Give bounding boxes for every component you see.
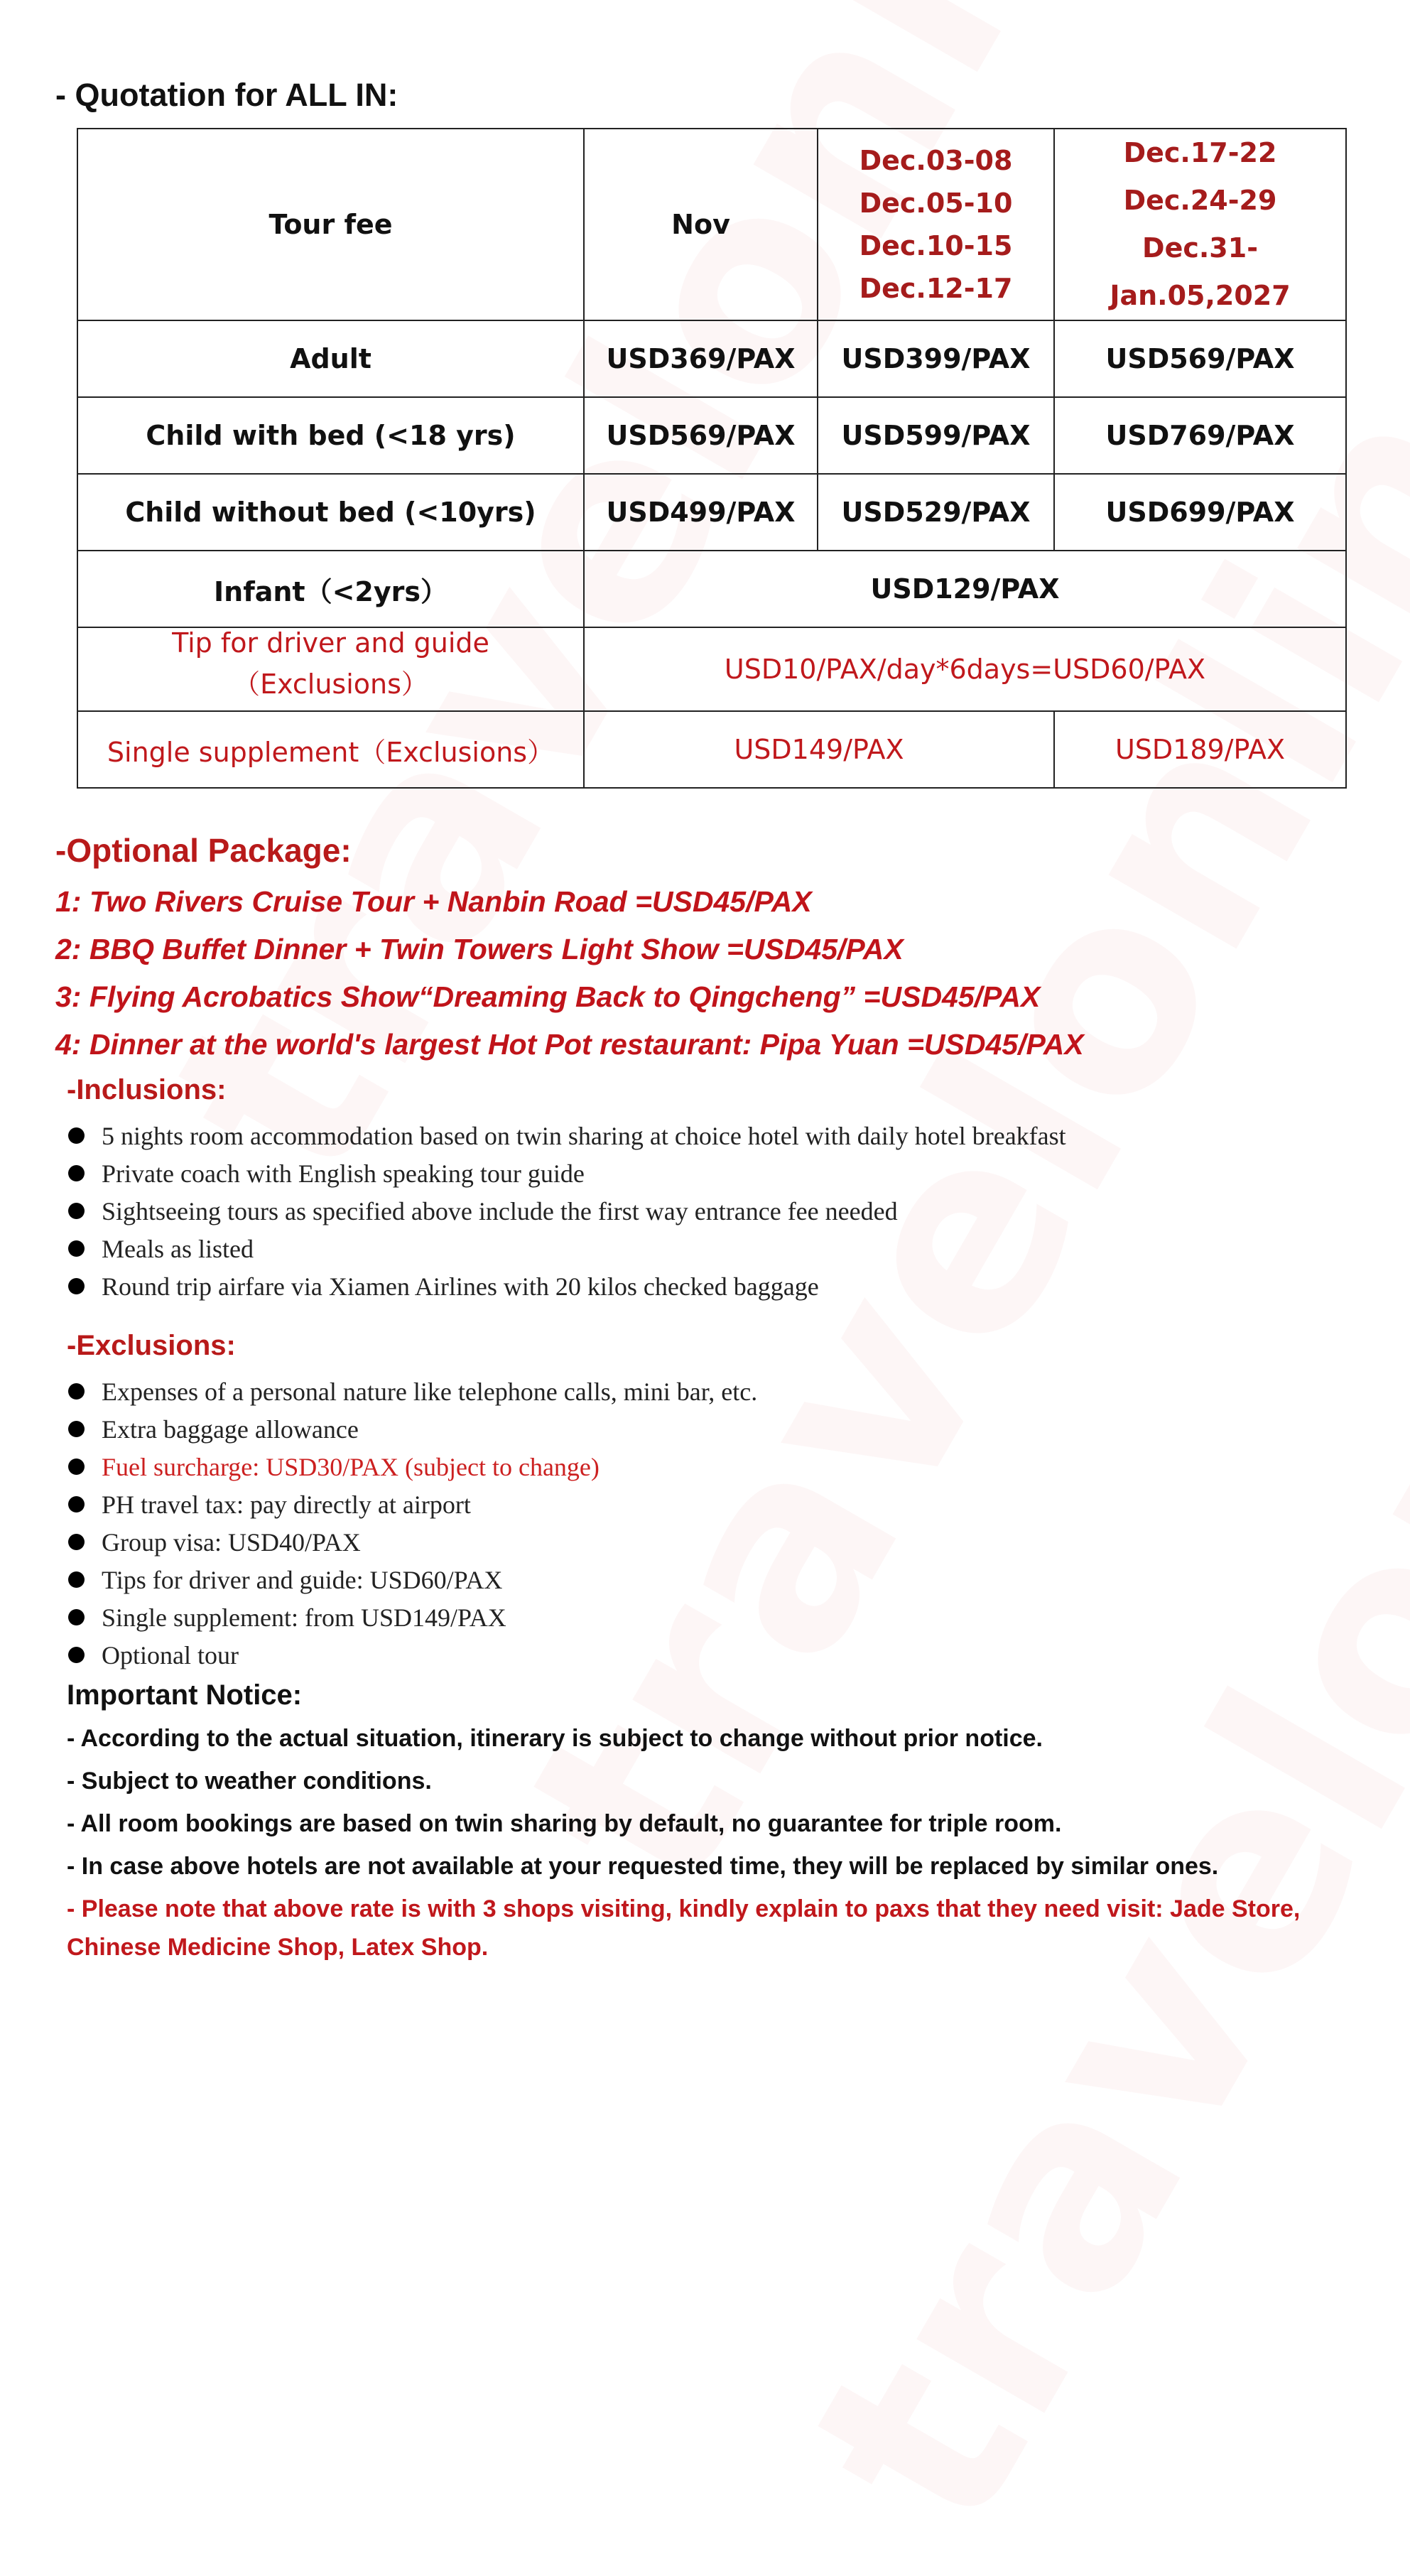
list-item-text: Optional tour xyxy=(102,1640,239,1669)
list-item: 4: Dinner at the world's largest Hot Pot restaurant: Pipa Yuan =USD45/PAX xyxy=(55,1028,1084,1061)
price-cell: USD149/PAX xyxy=(584,711,1054,788)
table-row xyxy=(77,397,1346,474)
price-cell: USD129/PAX xyxy=(584,551,1346,627)
list-item xyxy=(67,1267,1066,1305)
bullet-icon xyxy=(68,1571,85,1588)
quotation-title: - Quotation for ALL IN: xyxy=(55,77,398,113)
inclusions-title: -Inclusions: xyxy=(67,1074,227,1105)
list-item: - All room bookings are based on twin sharing by default, no guarantee for triple room. xyxy=(67,1810,1062,1837)
bullet-icon xyxy=(68,1421,85,1437)
row-label: Child without bed (<10yrs) xyxy=(77,474,584,551)
important-notice-list xyxy=(67,1719,1360,1966)
list-item xyxy=(67,1523,757,1561)
price-cell: USD189/PAX xyxy=(1054,711,1346,788)
date-range: Dec.12-17 xyxy=(859,273,1013,304)
price-cell: USD10/PAX/day*6days=USD60/PAX xyxy=(584,627,1346,711)
date-range: Dec.24-29 xyxy=(1123,185,1277,216)
bullet-icon xyxy=(68,1165,85,1181)
row-label xyxy=(77,627,584,711)
list-item xyxy=(67,1448,757,1485)
date-range: Dec.05-10 xyxy=(859,188,1013,219)
date-range: Dec.31-Jan.05,2027 xyxy=(1110,232,1291,311)
table-header-row xyxy=(77,129,1346,320)
list-item xyxy=(67,1117,1066,1154)
list-item-text: 5 nights room accommodation based on twin sharing at choice hotel with daily hotel breakfast xyxy=(102,1121,1066,1150)
inclusions-list xyxy=(67,1117,1066,1305)
list-item-text: Private coach with English speaking tour guide xyxy=(102,1159,585,1188)
table-row xyxy=(77,551,1346,627)
price-cell: USD769/PAX xyxy=(1054,397,1346,474)
list-item-text: Single supplement: from USD149/PAX xyxy=(102,1603,506,1632)
list-item xyxy=(67,1636,757,1674)
price-cell: USD369/PAX xyxy=(584,320,818,397)
list-item-text: Tips for driver and guide: USD60/PAX xyxy=(102,1565,503,1594)
header-nov: Nov xyxy=(584,129,818,320)
row-label: Infant（<2yrs） xyxy=(77,551,584,627)
bullet-icon xyxy=(68,1609,85,1625)
row-label: Adult xyxy=(77,320,584,397)
row-label: Single supplement（Exclusions） xyxy=(77,711,584,788)
list-item: - Please note that above rate is with 3 shops visiting, kindly explain to paxs that they need visit: Jade Store, Chinese Medicine Shop, Latex Shop. xyxy=(67,1895,1301,1961)
list-item-text: Sightseeing tours as specified above include the first way entrance fee needed xyxy=(102,1196,898,1225)
list-item xyxy=(67,1373,757,1410)
table-row xyxy=(77,627,1346,711)
price-cell: USD499/PAX xyxy=(584,474,818,551)
price-cell: USD569/PAX xyxy=(584,397,818,474)
bullet-icon xyxy=(68,1203,85,1219)
list-item-text: Fuel surcharge: USD30/PAX (subject to change) xyxy=(102,1452,600,1481)
list-item-text: Round trip airfare via Xiamen Airlines with 20 kilos checked baggage xyxy=(102,1272,819,1301)
list-item xyxy=(67,1154,1066,1192)
list-item xyxy=(67,1410,757,1448)
list-item xyxy=(67,1561,757,1598)
bullet-icon xyxy=(68,1240,85,1257)
list-item: 3: Flying Acrobatics Show“Dreaming Back to Qingcheng” =USD45/PAX xyxy=(55,980,1041,1013)
list-item xyxy=(67,1598,757,1636)
list-item: 2: BBQ Buffet Dinner + Twin Towers Light Show =USD45/PAX xyxy=(55,933,904,965)
header-dec-early xyxy=(818,129,1054,320)
bullet-icon xyxy=(68,1383,85,1400)
price-cell: USD599/PAX xyxy=(818,397,1054,474)
row-label: Child with bed (<18 yrs) xyxy=(77,397,584,474)
list-item xyxy=(67,1230,1066,1267)
list-item-text: Expenses of a personal nature like telephone calls, mini bar, etc. xyxy=(102,1377,758,1406)
bullet-icon xyxy=(68,1647,85,1663)
price-cell: USD569/PAX xyxy=(1054,320,1346,397)
table-row xyxy=(77,474,1346,551)
price-cell: USD399/PAX xyxy=(818,320,1054,397)
tip-label-line1: Tip for driver and guide xyxy=(172,627,489,659)
list-item: 1: Two Rivers Cruise Tour + Nanbin Road =USD45/PAX xyxy=(55,885,812,918)
list-item-text: PH travel tax: pay directly at airport xyxy=(102,1490,471,1519)
optional-package-list xyxy=(55,881,1084,1071)
important-notice-title: Important Notice: xyxy=(67,1679,303,1711)
header-tour-fee: Tour fee xyxy=(77,129,584,320)
list-item xyxy=(67,1485,757,1523)
bullet-icon xyxy=(68,1496,85,1512)
exclusions-list xyxy=(67,1373,757,1674)
list-item xyxy=(67,1192,1066,1230)
bullet-icon xyxy=(68,1278,85,1294)
exclusions-title: -Exclusions: xyxy=(67,1330,236,1361)
optional-package-title: -Optional Package: xyxy=(55,832,352,869)
table-row xyxy=(77,320,1346,397)
date-range: Dec.10-15 xyxy=(859,230,1013,261)
price-table xyxy=(77,128,1347,789)
list-item: - Subject to weather conditions. xyxy=(67,1768,432,1795)
table-row xyxy=(77,711,1346,788)
bullet-icon xyxy=(68,1534,85,1550)
list-item-text: Extra baggage allowance xyxy=(102,1414,359,1444)
bullet-icon xyxy=(68,1459,85,1475)
date-range: Dec.03-08 xyxy=(859,145,1013,176)
list-item: - According to the actual situation, itinerary is subject to change without prior notice. xyxy=(67,1725,1043,1752)
header-dec-late xyxy=(1054,129,1346,320)
watermark xyxy=(771,830,1410,2565)
price-cell: USD699/PAX xyxy=(1054,474,1346,551)
list-item-text: Group visa: USD40/PAX xyxy=(102,1527,361,1557)
list-item: - In case above hotels are not available at your requested time, they will be replaced by similar ones. xyxy=(67,1853,1219,1880)
price-cell: USD529/PAX xyxy=(818,474,1054,551)
tip-label-line2: （Exclusions） xyxy=(233,669,428,700)
bullet-icon xyxy=(68,1127,85,1144)
list-item-text: Meals as listed xyxy=(102,1234,254,1263)
date-range: Dec.17-22 xyxy=(1123,137,1277,168)
